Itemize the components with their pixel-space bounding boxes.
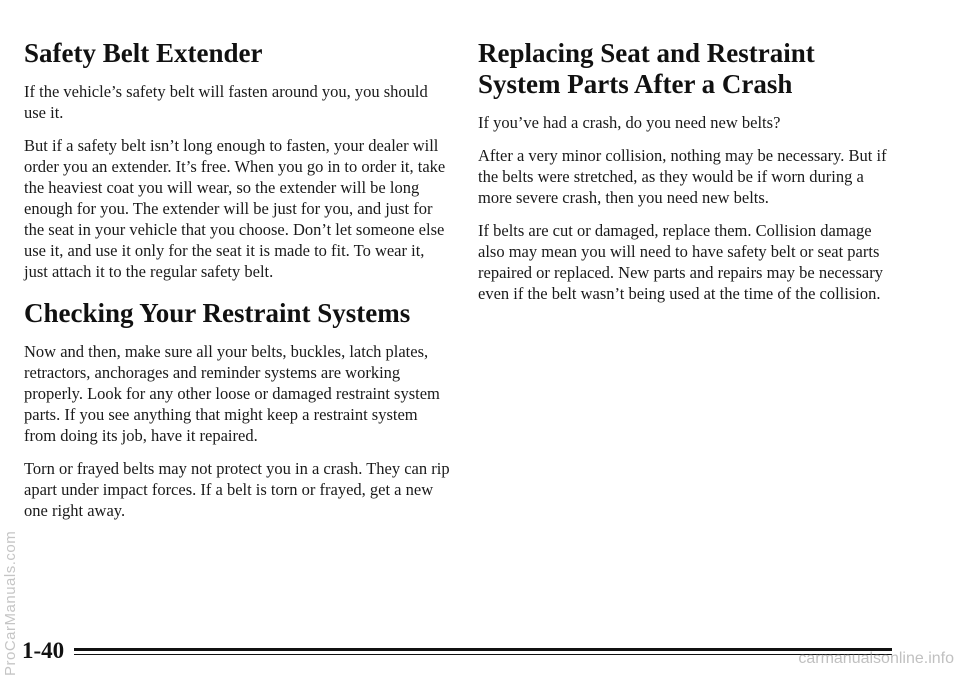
paragraph: If the vehicle’s safety belt will fasten around you, you should use it. (24, 82, 428, 122)
heading-safety-belt-extender: Safety Belt Extender (24, 38, 263, 68)
left-column (24, 38, 452, 533)
paragraph: Torn or frayed belts may not protect you in a crash. They can rip apart under impact forces. If a belt is torn or frayed, get a new one right away. (24, 459, 450, 520)
paragraph: If belts are cut or damaged, replace them. Collision damage also may mean you will need to have safety belt or seat parts repaired or replaced. New parts and repairs may be necessary even if the belt wasn’t being used at the time of the collision. (478, 221, 883, 303)
page-footer (22, 638, 892, 664)
bottom-watermark: carmanualsonline.info (798, 650, 954, 667)
paragraph: But if a safety belt isn’t long enough to fasten, your dealer will order you an extender. It’s free. When you go in to order it, take the heaviest coat you will wear, so the extender will be long enough for you. The extender will be just for you, and just for the seat in your vehicle that you choose. Don’t let someone else use it, and use it only for the seat it is made to fit. To wear it, just attach it to the regular safety belt. (24, 136, 446, 281)
footer-rule-thick (74, 648, 892, 651)
page-number: 1-40 (22, 638, 65, 663)
paragraph: After a very minor collision, nothing may be necessary. But if the belts were stretched, as they would be if worn during a more severe crash, then you need new belts. (478, 146, 887, 207)
paragraph: If you’ve had a crash, do you need new belts? (478, 113, 781, 132)
right-column (478, 38, 898, 316)
heading-checking-restraint-systems: Checking Your Restraint Systems (24, 298, 411, 328)
heading-replacing-parts-after-crash: Replacing Seat and Restraint System Parts After a Crash (478, 38, 815, 99)
footer-rule-thin (74, 654, 892, 655)
paragraph: Now and then, make sure all your belts, buckles, latch plates, retractors, anchorages and reminder systems are working properly. Look for any other loose or damaged restraint system parts. If you see anything that might keep a restraint system from doing its job, have it repaired. (24, 342, 440, 445)
side-watermark: ProCarManuals.com (2, 530, 19, 676)
